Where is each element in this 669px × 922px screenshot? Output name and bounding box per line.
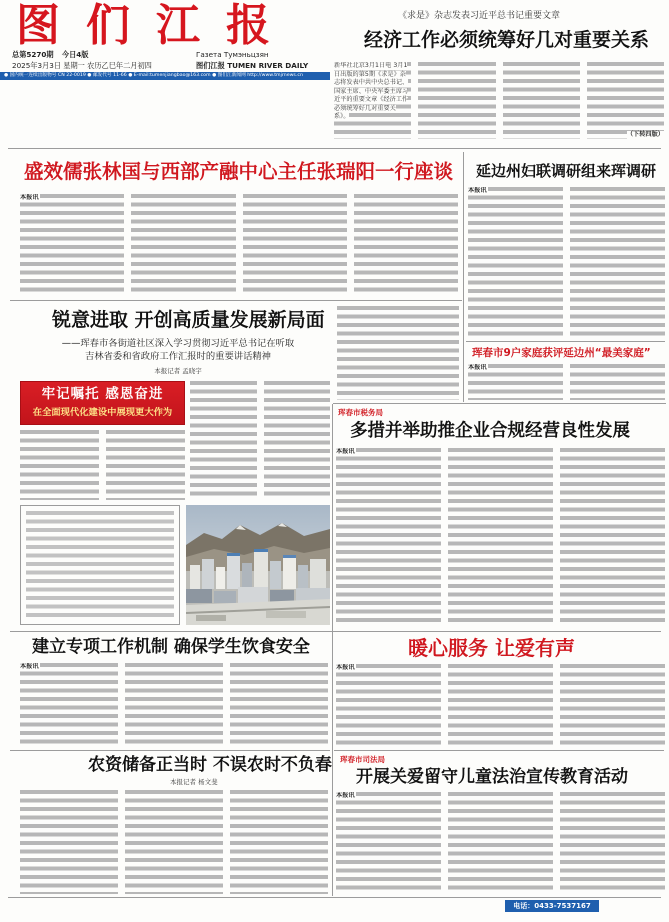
lead-story-body [334, 62, 664, 139]
lead-story-headline: 经济工作必须统筹好几对重要关系 [364, 29, 650, 51]
study-body [20, 430, 185, 500]
dateline: 本报讯 [468, 364, 487, 371]
article-body-text [230, 663, 328, 747]
tax-body [336, 448, 665, 626]
article-body-text [560, 448, 665, 626]
service-body [336, 664, 665, 746]
food-safety-headline: 建立专项工作机制 确保学生饮食安全 [32, 637, 310, 657]
farming-headline: 农资储备正当时 不误农时不负春 [88, 755, 332, 775]
article-body-text [106, 430, 185, 500]
divider [463, 152, 464, 402]
masthead-logo: 图们江报 [16, 0, 296, 51]
divider [334, 750, 664, 751]
divider [332, 404, 333, 896]
article-body-text [448, 664, 553, 746]
article-body-text [468, 187, 563, 337]
study-byline: 本报记者 孟晓宇 [154, 367, 202, 375]
article-body-text [570, 187, 665, 337]
article-body-text [570, 364, 665, 400]
article-body-text [336, 664, 441, 746]
article-body-text [125, 663, 223, 747]
english-name: 图们江报 TUMEN RIVER DAILY [196, 61, 309, 70]
divider [10, 631, 661, 632]
article-body-text [448, 448, 553, 626]
tax-department: 珲春市税务局 [338, 408, 383, 417]
divider [8, 148, 661, 149]
article-body-text [448, 792, 553, 894]
farming-byline: 本报记者 杨文斐 [170, 778, 218, 786]
article-body-text [20, 790, 118, 894]
article-body-text [131, 194, 235, 294]
article-body-text [20, 663, 118, 747]
article-body-text [125, 790, 223, 894]
divider [10, 300, 462, 301]
families-headline: 珲春市9户家庭获评延边州“最美家庭” [472, 347, 651, 359]
study-headline: 锐意进取 开创高质量发展新局面 [52, 309, 325, 331]
slogan-banner [20, 381, 185, 425]
justice-department: 珲春市司法局 [340, 755, 385, 764]
study-subtitle [26, 338, 330, 363]
meeting-headline: 盛效儒张林国与西部产融中心主任张瑞阳一行座谈 [24, 160, 454, 183]
article-body-text [468, 364, 563, 400]
article-body-text [20, 430, 99, 500]
womens-federation-body [468, 187, 665, 337]
womens-federation-headline: 延边州妇联调研组来珲调研 [476, 162, 657, 180]
dateline: 本报讯 [336, 792, 355, 799]
lead-story-lead: 新华社北京3月1日电 3月1日出版的第5期《求是》杂志将发表中共中央总书记、国家主席、中央军委主席习近平的重要文章《经济工作必须统筹好几对重要关系》。 [334, 62, 409, 120]
caption-text [26, 511, 174, 619]
article-body-text [264, 381, 331, 500]
meeting-body [20, 194, 458, 294]
study-subtitle-line: 吉林省委和省政府工作汇报时的重要讲话精神 [85, 350, 271, 362]
continued-note: （下转四版） [626, 130, 664, 138]
footer-phone: 电话：0433-7537167 [505, 900, 599, 912]
service-headline: 暖心服务 让爱有声 [408, 636, 575, 660]
dateline: 本报讯 [468, 187, 487, 194]
article-body-text [560, 664, 665, 746]
article-body-text [560, 792, 665, 894]
city-photo [186, 505, 330, 625]
divider [10, 750, 330, 751]
divider [333, 403, 666, 404]
page-count: 今日4版 [61, 50, 89, 59]
article-body-text [337, 306, 459, 400]
article-body-text [587, 62, 664, 139]
divider [8, 897, 661, 898]
tax-headline: 多措并举助推企业合规经营良性发展 [350, 421, 630, 441]
justice-headline: 开展关爱留守儿童法治宣传教育活动 [356, 767, 628, 787]
article-body-text [190, 381, 257, 500]
issue-date: 2025年3月3日 星期一 农历乙巳年二月初四 [12, 61, 152, 70]
issue-number: 总第5270期 [12, 50, 54, 59]
slogan-line: 牢记嘱托 感恩奋进 [41, 386, 164, 402]
lead-story-kicker: 《求是》杂志发表习近平总书记重要文章 [398, 11, 561, 21]
dateline: 本报讯 [336, 664, 355, 671]
families-body [468, 364, 665, 400]
issue-line [12, 51, 88, 58]
dateline: 本报讯 [336, 448, 355, 455]
article-body-text [334, 62, 411, 139]
slogan-line: 在全面现代化建设中展现更大作为 [32, 406, 173, 418]
photo-caption [20, 505, 180, 625]
dateline: 本报讯 [20, 663, 39, 670]
study-subtitle-line: ——珲春市各街道社区深入学习贯彻习近平总书记在听取 [61, 338, 295, 349]
article-body-text [20, 194, 124, 294]
study-body [337, 306, 459, 400]
article-body-text [354, 194, 458, 294]
justice-body [336, 792, 665, 894]
article-body-text [230, 790, 328, 894]
food-safety-body [20, 663, 328, 747]
article-body-text [336, 792, 441, 894]
dateline: 本报讯 [20, 194, 39, 201]
russian-name: Газета Тумэньцзян [196, 50, 269, 59]
study-body [190, 381, 330, 500]
publication-info-bar: ● 国内统一连续出版物号 CN 22-0019 ● 邮发代号 11-66 ● E-mail:tumenjiangbao@163.com ● 图们江新闻网 http://www.tmjrnews.cn [0, 72, 330, 80]
farming-body [20, 790, 328, 894]
article-body-text [418, 62, 495, 139]
article-body-text [503, 62, 580, 139]
article-body-text [336, 448, 441, 626]
divider [466, 341, 665, 342]
article-body-text [243, 194, 347, 294]
